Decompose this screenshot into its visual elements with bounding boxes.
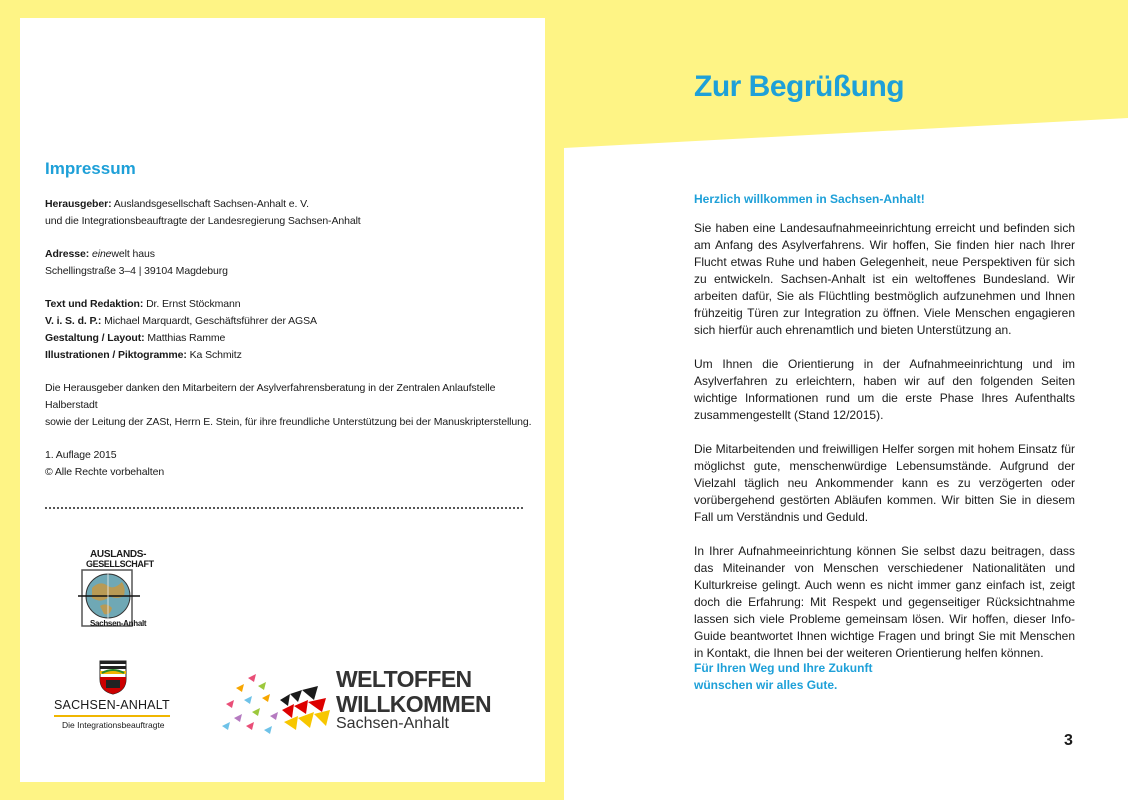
greeting-body (694, 220, 1075, 679)
auflage: 1. Auflage 2015 (45, 449, 117, 461)
agsa-line3: Sachsen-Anhalt (90, 619, 147, 628)
agsa-line2: GESELLSCHAFT (86, 559, 154, 569)
agsa-line1: AUSLANDS- (90, 549, 147, 560)
herausgeber-label: Herausgeber: (45, 198, 112, 210)
visdp-label: V. i. S. d. P.: (45, 315, 102, 327)
adresse-italic: eine (91, 248, 112, 260)
herausgeber-block (45, 196, 535, 230)
thanks-line1: Die Herausgeber danken den Mitarbeitern der Asylverfahrensberatung in der Zentralen Anlaufstelle Halberstadt (45, 382, 496, 411)
page-number: 3 (1064, 732, 1073, 749)
greeting-title: Zur Begrüßung (694, 70, 905, 103)
greeting-closing (694, 660, 872, 694)
herausgeber-line2: und die Integrationsbeauftragte der Landesregierung Sachsen-Anhalt (45, 215, 361, 227)
greeting-paragraph-4: In Ihrer Aufnahmeeinrichtung können Sie selbst dazu beitragen, dass das Miteinander von Menschen verschiedener Nationalitäten und Kulturkreise gelingt. Auch wenn es nicht immer ganz einfach ist, zeigt doch die Erfahrung: Mit Respekt und gegenseitiger Rücksichtnahme lassen sich viele Probleme gemeinsam lösen. Wir hoffen, dieser Info-Guide beantwortet Ihnen wichtige Fragen und bringt Sie mit Menschen in Kontakt, die Ihnen bei der weiteren Orientierung helfen können. (694, 544, 1075, 660)
weltoffen-line1: WELTOFFEN (336, 666, 472, 692)
layout-label: Gestaltung / Layout: (45, 332, 145, 344)
layout-value: Matthias Ramme (147, 332, 226, 344)
closing-line1: Für Ihren Weg und Ihre Zukunft (694, 661, 873, 675)
illus-label: Illustrationen / Piktogramme: (45, 349, 187, 361)
sachsen-anhalt-gold-line (54, 715, 170, 717)
adresse-block (45, 246, 535, 280)
illus-value: Ka Schmitz (189, 349, 242, 361)
sachsen-anhalt-coat-of-arms-icon (98, 659, 128, 695)
impressum-page (20, 18, 545, 782)
text-label: Text und Redaktion: (45, 298, 144, 310)
weltoffen-line3: Sachsen-Anhalt (336, 715, 449, 732)
greeting-paragraph-3: Die Mitarbeitenden und freiwilligen Helfer sorgen mit hohem Einsatz für möglichst gute, menschenwürdige Lebensumstände. Aufgrund der Vielzahl täglich neu Ankommender kann es zu verzögerten oder vorübergehend gestörten Abläufen kommen. Wir bitten Sie in diesem Fall um Verständnis und Geduld. (694, 442, 1075, 524)
thanks-block (45, 380, 535, 431)
greeting-paragraph-2: Um Ihnen die Orientierung in der Aufnahmeeinrichtung und im Asylverfahren zu erleichtern, haben wir auf den folgenden Seiten wichtige Informationen rund um die erste Phase Ihres Aufenthalts zusammengestellt (Stand 12/2015). (694, 357, 1075, 422)
sachsen-anhalt-name: SACHSEN-ANHALT (54, 698, 170, 712)
impressum-body (45, 196, 535, 497)
adresse-value: welt haus (111, 248, 155, 260)
weltoffen-line2: WILLKOMMEN (336, 691, 491, 717)
edition-block (45, 447, 535, 481)
herausgeber-value: Auslandsgesellschaft Sachsen-Anhalt e. V. (113, 198, 309, 210)
greeting-paragraph-1: Sie haben eine Landesaufnahmeeinrichtung erreicht und befinden sich am Anfang des Asylverfahrens. Wir hoffen, Sie finden hier nach Ihrer Flucht etwas Ruhe und haben Gelegenheit, neue Perspektiven für sich zu entwickeln. Sachsen-Anhalt ist ein weltoffenes Bundesland. Wir arbeiten dafür, Sie als Flüchtling bestmöglich aufzunehmen und Ihnen frühzeitig Türen zur Integration zu öffnen. Viele Menschen engagieren sich hierfür auch ehrenamtlich und bieten Unterstützung an. (694, 221, 1075, 337)
credits-block (45, 296, 535, 364)
thanks-line2: sowie der Leitung der ZASt, Herrn E. Stein, für ihre freundliche Unterstützung bei der Manuskripterstellung. (45, 416, 532, 428)
integrationsbeauftragte-label: Die Integrationsbeauftragte (62, 720, 165, 730)
greeting-page (564, 0, 1128, 800)
adresse-line2: Schellingstraße 3–4 | 39104 Magdeburg (45, 265, 228, 277)
closing-line2: wünschen wir alles Gute. (694, 678, 838, 692)
adresse-label: Adresse: (45, 248, 90, 260)
impressum-title: Impressum (45, 159, 136, 178)
dotted-divider (45, 507, 523, 509)
weltoffen-birds-icon (218, 668, 332, 746)
greeting-heading: Herzlich willkommen in Sachsen-Anhalt! (694, 192, 925, 206)
rechte: © Alle Rechte vorbehalten (45, 466, 165, 478)
text-value: Dr. Ernst Stöckmann (146, 298, 241, 310)
visdp-value: Michael Marquardt, Geschäftsführer der AGSA (104, 315, 317, 327)
